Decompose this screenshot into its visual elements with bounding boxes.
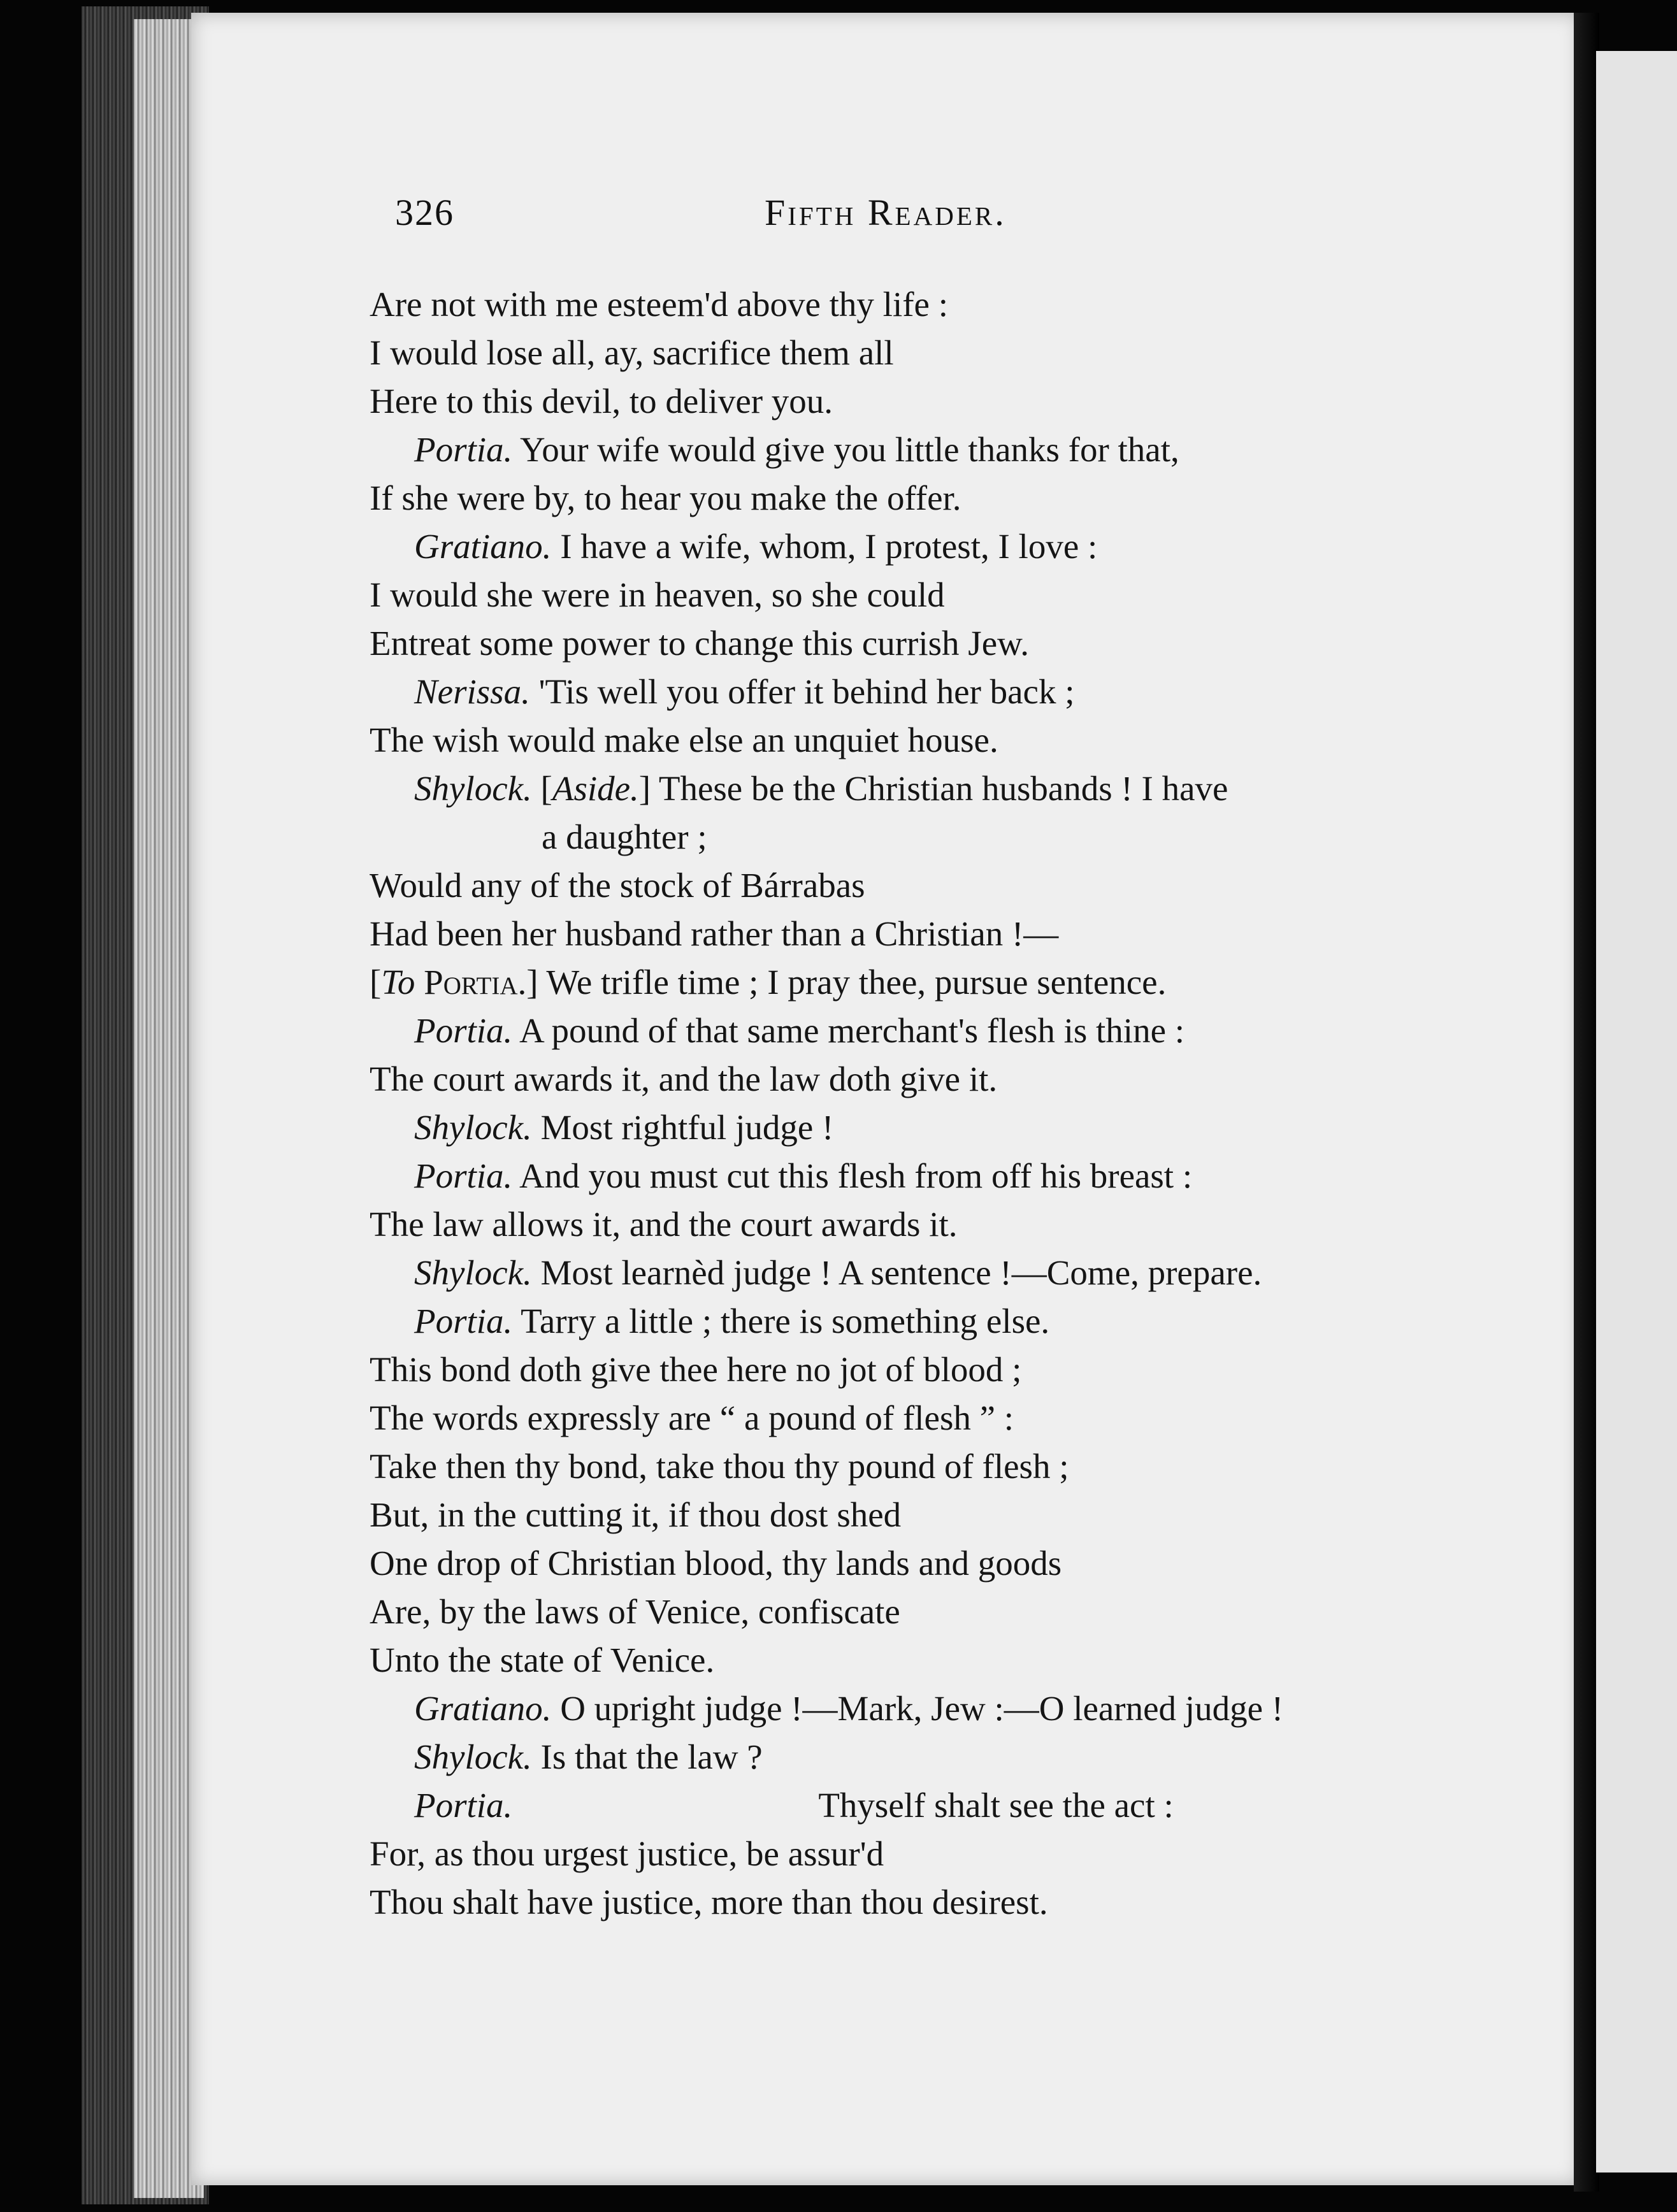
verse-line: Are, by the laws of Venice, confiscate [370, 1592, 900, 1631]
verse-line: Here to this devil, to deliver you. [370, 382, 833, 420]
verse-line: Had been her husband rather than a Christian !— [370, 914, 1059, 953]
speech-line: Portia. And you must cut this flesh from off his breast : [414, 1156, 1193, 1195]
speech-line: [To Portia.] We trifle time ; I pray thee, pursue sentence. [370, 963, 1167, 1002]
verse-line: But, in the cutting it, if thou dost shed [370, 1495, 902, 1534]
speech-line: Portia. A pound of that same merchant's flesh is thine : [414, 1011, 1185, 1050]
speech-line: Shylock. Most learnèd judge ! A sentence !—Come, prepare. [414, 1253, 1262, 1292]
speaker-name: Shylock. [414, 1737, 532, 1776]
verse-line: Entreat some power to change this currish Jew. [370, 624, 1030, 663]
stage-direction: To [381, 963, 415, 1002]
speaker-name: Gratiano. [414, 527, 552, 566]
verse-line: I would lose all, ay, sacrifice them all [370, 333, 894, 372]
verse-line: Thou shalt have justice, more than thou desirest. [370, 1883, 1048, 1921]
speech-line: Shylock. Is that the law ? [414, 1737, 763, 1776]
stage-direction-name: Portia [415, 963, 518, 1002]
verse-line: The court awards it, and the law doth give it. [370, 1059, 998, 1098]
speaker-name: Portia. [414, 430, 513, 469]
verse-line: This bond doth give thee here no jot of blood ; [370, 1350, 1022, 1389]
speaker-name: Portia. [414, 1156, 513, 1195]
speaker-name: Portia. [414, 1011, 513, 1050]
speaker-name: Nerissa. [414, 672, 530, 711]
verse-line: Unto the state of Venice. [370, 1641, 715, 1679]
verse-line: One drop of Christian blood, thy lands and goods [370, 1544, 1062, 1583]
book-gutter [1574, 13, 1599, 2192]
play-text [370, 280, 1465, 1927]
page-number: 326 [395, 192, 454, 233]
speaker-name: Portia. [414, 1302, 513, 1340]
verse-line: Are not with me esteem'd above thy life : [370, 285, 948, 324]
speaker-name: Shylock. [414, 1253, 532, 1292]
verse-line: Would any of the stock of Bárrabas [370, 866, 865, 905]
stage-direction: Aside. [552, 769, 639, 808]
speech-line: Gratiano. O upright judge !—Mark, Jew :—O learned judge ! [414, 1689, 1284, 1728]
speech-line: Shylock. [Aside.] These be the Christian husbands ! I have [414, 769, 1228, 808]
facing-page-edge [1596, 51, 1677, 2172]
verse-line: For, as thou urgest justice, be assur'd [370, 1834, 884, 1873]
speech-line: Portia. Your wife would give you little thanks for that, [414, 430, 1179, 469]
speaker-name: Gratiano. [414, 1689, 552, 1728]
speaker-name: Shylock. [414, 1108, 532, 1147]
speech-line: Shylock. Most rightful judge ! [414, 1108, 834, 1147]
speaker-name: Shylock. [414, 769, 532, 808]
continuation-line: a daughter ; [542, 817, 707, 856]
verse-line: The law allows it, and the court awards it. [370, 1205, 958, 1244]
running-title: Fifth Reader. [765, 192, 1007, 233]
speaker-name: Portia. [414, 1786, 513, 1825]
speech-line: Portia. Thyself shalt see the act : [414, 1786, 1174, 1825]
verse-line: I would she were in heaven, so she could [370, 575, 945, 614]
verse-line: Take then thy bond, take thou thy pound of flesh ; [370, 1447, 1069, 1486]
verse-line: The words expressly are “ a pound of flesh ” : [370, 1398, 1014, 1437]
speech-line: Gratiano. I have a wife, whom, I protest, I love : [414, 527, 1098, 566]
speech-line: Portia. Tarry a little ; there is something else. [414, 1302, 1050, 1340]
speech-line: Nerissa. 'Tis well you offer it behind her back ; [414, 672, 1075, 711]
verse-line: If she were by, to hear you make the offer. [370, 478, 961, 517]
verse-line: The wish would make else an unquiet house. [370, 721, 998, 759]
